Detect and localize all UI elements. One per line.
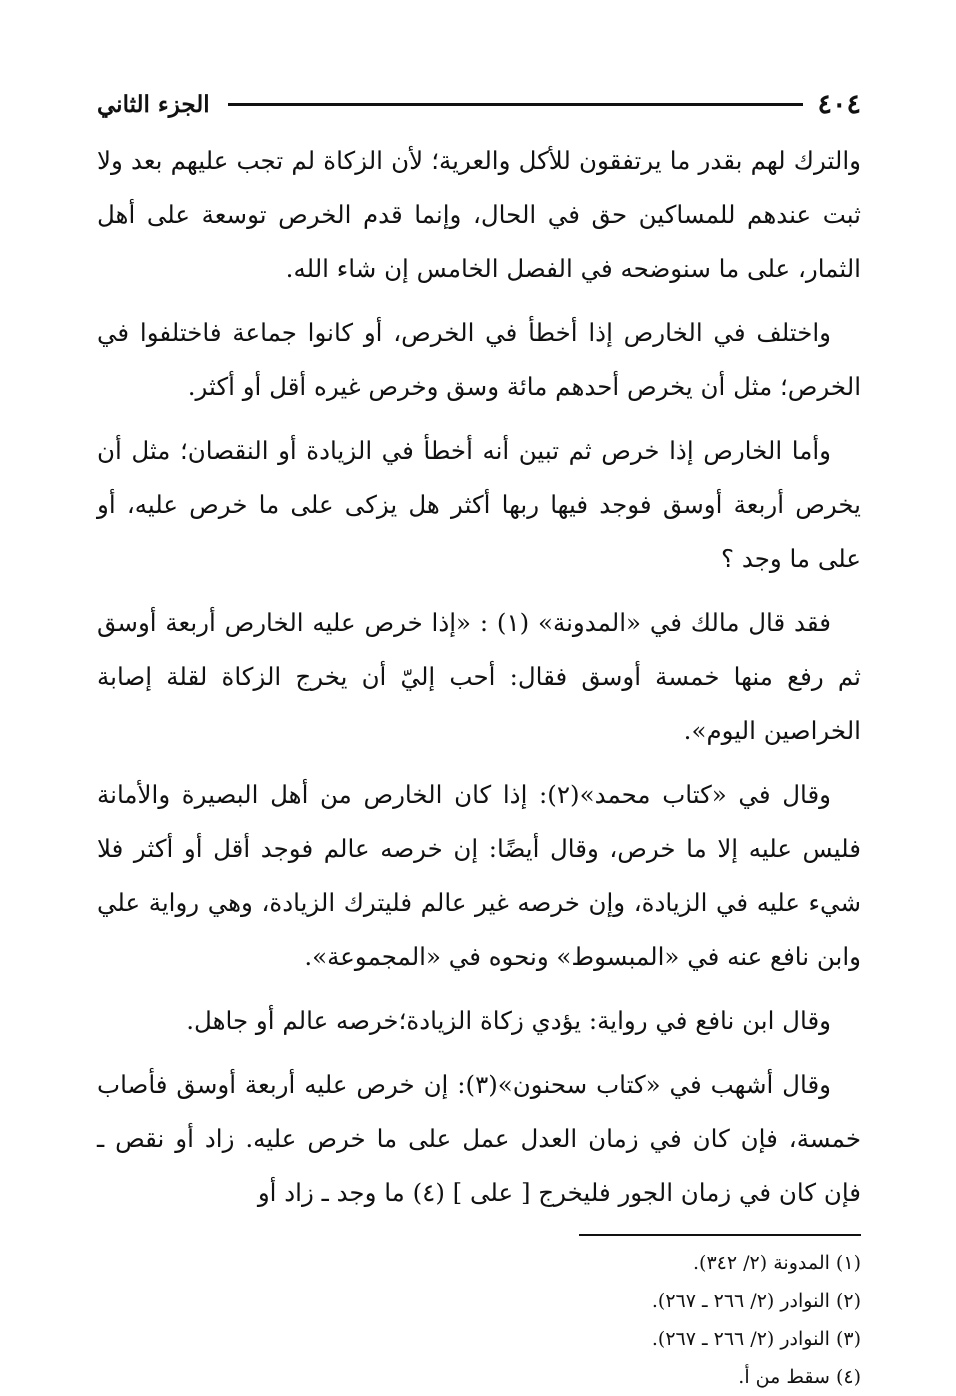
footnote: (١) المدونة (٢/ ٣٤٢). [693, 1252, 861, 1274]
footnote: (٣) النوادر (٢/ ٢٦٦ ـ ٢٦٧). [651, 1328, 861, 1350]
header-rule [228, 103, 804, 106]
page-number: ٤٠٤ [817, 88, 861, 120]
footnotes [97, 1244, 861, 1396]
footnote: (٢) النوادر (٢/ ٢٦٦ ـ ٢٦٧). [651, 1290, 861, 1312]
running-title: الجزء الثاني [97, 90, 210, 118]
paragraph: وقال أشهب في «كتاب سحنون»(٣): إن خرص عليه أربعة أوسق فأصاب خمسة، فإن كان في زمان العدل عمل على ما خرص عليه. زاد أو نقص ـ فإن كان في زمان الجور فليخرج [ على ] (٤) ما وجد ـ زاد أو [97, 1070, 861, 1207]
paragraph: واختلف في الخارص إذا أخطأ في الخرص، أو كانوا جماعة فاختلفوا في الخرص؛ مثل أن يخرص أحدهم مائة وسق وخرص غيره أقل أو أكثر. [97, 318, 861, 401]
footnote: (٤) سقط من أ. [738, 1366, 861, 1388]
page-header [97, 82, 861, 126]
paragraph: وقال في «كتاب محمد»(٢): إذا كان الخارص من أهل البصيرة والأمانة فليس عليه إلا ما خرص، وقال أيضًا: إن خرصه عالم فوجد أقل أو أكثر فلا شيء عليه في الزيادة، وإن خرصه غير عالم فليترك الزيادة، وهي رواية علي وابن نافع عنه في «المبسوط» ونحوه في «المجموعة». [97, 780, 861, 971]
paragraph: وأما الخارص إذا خرص ثم تبين أنه أخطأ في الزيادة أو النقصان؛ مثل أن يخرص أربعة أوسق فوجد فيها ربها أكثر هل يزكى على ما خرص عليه، أو على ما وجد ؟ [97, 436, 861, 573]
paragraph: وقال ابن نافع في رواية: يؤدي زكاة الزيادة؛خرصه عالم أو جاهل. [186, 1006, 831, 1035]
footnote-rule [579, 1234, 861, 1236]
main-text [97, 134, 861, 1220]
paragraph: والترك لهم بقدر ما يرتفقون للأكل والعرية؛ لأن الزكاة لم تجب عليهم بعد ولا ثبت عندهم للمساكين حق في الحال، وإنما قدم الخرص توسعة على أهل الثمار، على ما سنوضحه في الفصل الخامس إن شاء الله. [97, 146, 861, 283]
paragraph: فقد قال مالك في «المدونة» (١) : «إذا خرص عليه الخارص أربعة أوسق ثم رفع منها خمسة أوسق فقال: أحب إليّ أن يخرج الزكاة لقلة إصابة الخراصين اليوم». [97, 608, 861, 745]
book-page [97, 82, 861, 1396]
